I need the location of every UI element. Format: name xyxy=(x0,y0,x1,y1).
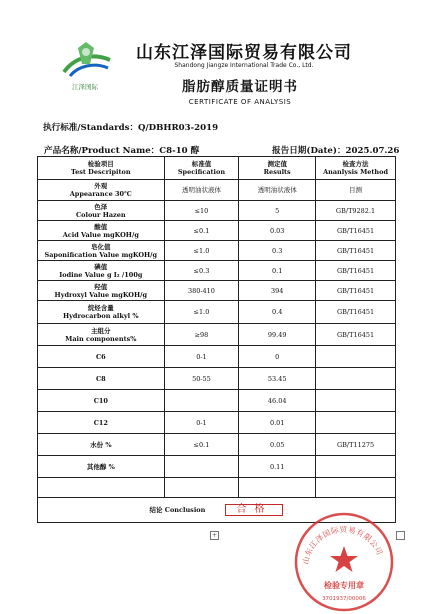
table-row xyxy=(38,368,396,390)
table-row xyxy=(38,346,396,368)
table-row xyxy=(38,201,396,221)
table-header-row xyxy=(38,157,396,180)
table-row-empty xyxy=(38,478,396,498)
result-cell: 0.11 xyxy=(239,456,316,478)
test-item: 皂化值 Saponification Value mgKOH/g xyxy=(38,241,165,261)
company-name-en: Shandong Jiangze International Trade Co., Ltd. xyxy=(174,62,314,69)
spec-cell: ≤0.1 xyxy=(164,221,239,241)
table-row xyxy=(38,241,396,261)
result-cell: 0.4 xyxy=(239,301,316,324)
method-cell xyxy=(316,412,396,434)
test-item: 水份 % xyxy=(38,434,165,456)
spec-cell xyxy=(164,456,239,478)
logo-text: 江泽国际 xyxy=(72,83,98,91)
test-item: 主组分 Main components% xyxy=(38,324,165,346)
test-item: C6 xyxy=(38,346,165,368)
page-resize-handle[interactable]: + xyxy=(211,532,218,539)
method-cell: GB/T9282.1 xyxy=(316,201,396,221)
spec-cell: ≤1.0 xyxy=(164,241,239,261)
result-cell: 5 xyxy=(239,201,316,221)
analysis-table xyxy=(37,156,396,523)
test-item: C8 xyxy=(38,368,165,390)
product-name-line: 产品名称/Product Name：C8-10 醇 xyxy=(44,146,200,156)
spec-cell xyxy=(164,390,239,412)
result-cell: 0.1 xyxy=(239,261,316,281)
result-cell: 0.01 xyxy=(239,412,316,434)
test-item: C12 xyxy=(38,412,165,434)
svg-text:检验专用章: 检验专用章 xyxy=(324,581,364,590)
table-row xyxy=(38,390,396,412)
spec-cell: ≤10 xyxy=(164,201,239,221)
conclusion-pass-stamp: 合格 xyxy=(225,504,283,516)
spec-cell: 0-1 xyxy=(164,346,239,368)
method-cell xyxy=(316,390,396,412)
spec-cell: ≤0.3 xyxy=(164,261,239,281)
svg-text:3701937/00006: 3701937/00006 xyxy=(322,596,366,602)
method-cell: GB/T16451 xyxy=(316,324,396,346)
result-cell: 46.04 xyxy=(239,390,316,412)
table-row xyxy=(38,412,396,434)
spec-cell: 0-1 xyxy=(164,412,239,434)
test-item: 羟值 Hydroxyl Value mgKOH/g xyxy=(38,281,165,301)
company-logo-icon xyxy=(56,38,114,84)
result-cell: 0 xyxy=(239,346,316,368)
result-cell: 53.45 xyxy=(239,368,316,390)
test-item: 酸值 Acid Value mgKOH/g xyxy=(38,221,165,241)
table-row xyxy=(38,456,396,478)
method-cell xyxy=(316,368,396,390)
test-item: 碘值 Iodine Value g I₂ /100g xyxy=(38,261,165,281)
method-cell: GB/T16451 xyxy=(316,241,396,261)
document-title-en: CERTIFICATE OF ANALYSIS xyxy=(188,98,292,106)
standards-line: 执行标准/Standards：Q/DBHR03-2019 xyxy=(43,123,219,133)
test-item: 外观 Appearance 30℃ xyxy=(38,180,165,201)
document-title-cn: 脂肪醇质量证明书 xyxy=(182,79,298,95)
method-cell: 目测 xyxy=(316,180,396,201)
spec-cell: 380-410 xyxy=(164,281,239,301)
result-cell: 0.05 xyxy=(239,434,316,456)
method-cell: GB/T11275 xyxy=(316,434,396,456)
method-cell: GB/T16451 xyxy=(316,301,396,324)
result-cell: 394 xyxy=(239,281,316,301)
column-header: 标准值 Specification xyxy=(164,157,239,180)
report-date-line: 报告日期(Date)：2025.07.26 xyxy=(272,146,400,156)
test-item: 色泽 Colour Hazen xyxy=(38,201,165,221)
method-cell: GB/T16451 xyxy=(316,221,396,241)
method-cell: GB/T16451 xyxy=(316,281,396,301)
table-row xyxy=(38,281,396,301)
table-row xyxy=(38,221,396,241)
spec-cell: 50-55 xyxy=(164,368,239,390)
test-item: 其他醇 % xyxy=(38,456,165,478)
test-item: 烷烃含量 Hydrocarbon alkyl % xyxy=(38,301,165,324)
method-cell xyxy=(316,346,396,368)
conclusion-label: 结论 Conclusion xyxy=(149,506,206,514)
page-corner-handle[interactable] xyxy=(396,531,405,540)
method-cell xyxy=(316,456,396,478)
column-header: 检查方法 Ananlysis Method xyxy=(316,157,396,180)
result-cell: 0.03 xyxy=(239,221,316,241)
table-row xyxy=(38,180,396,201)
spec-cell: 透明油状液体 xyxy=(164,180,239,201)
table-row xyxy=(38,301,396,324)
table-row xyxy=(38,434,396,456)
spec-cell: ≥98 xyxy=(164,324,239,346)
spec-cell: ≤0.1 xyxy=(164,434,239,456)
test-item: C10 xyxy=(38,390,165,412)
method-cell: GB/T16451 xyxy=(316,261,396,281)
inspection-seal-icon xyxy=(292,510,396,614)
result-cell: 透明油状液体 xyxy=(239,180,316,201)
result-cell: 99.49 xyxy=(239,324,316,346)
table-row xyxy=(38,324,396,346)
column-header: 测定值 Results xyxy=(239,157,316,180)
column-header: 检验项目 Test Descripiton xyxy=(38,157,165,180)
svg-text:山东江泽国际贸易有限公司: 山东江泽国际贸易有限公司 xyxy=(301,524,385,565)
table-row xyxy=(38,261,396,281)
spec-cell: ≤1.0 xyxy=(164,301,239,324)
result-cell: 0.3 xyxy=(239,241,316,261)
company-name-cn: 山东江泽国际贸易有限公司 xyxy=(136,43,352,63)
